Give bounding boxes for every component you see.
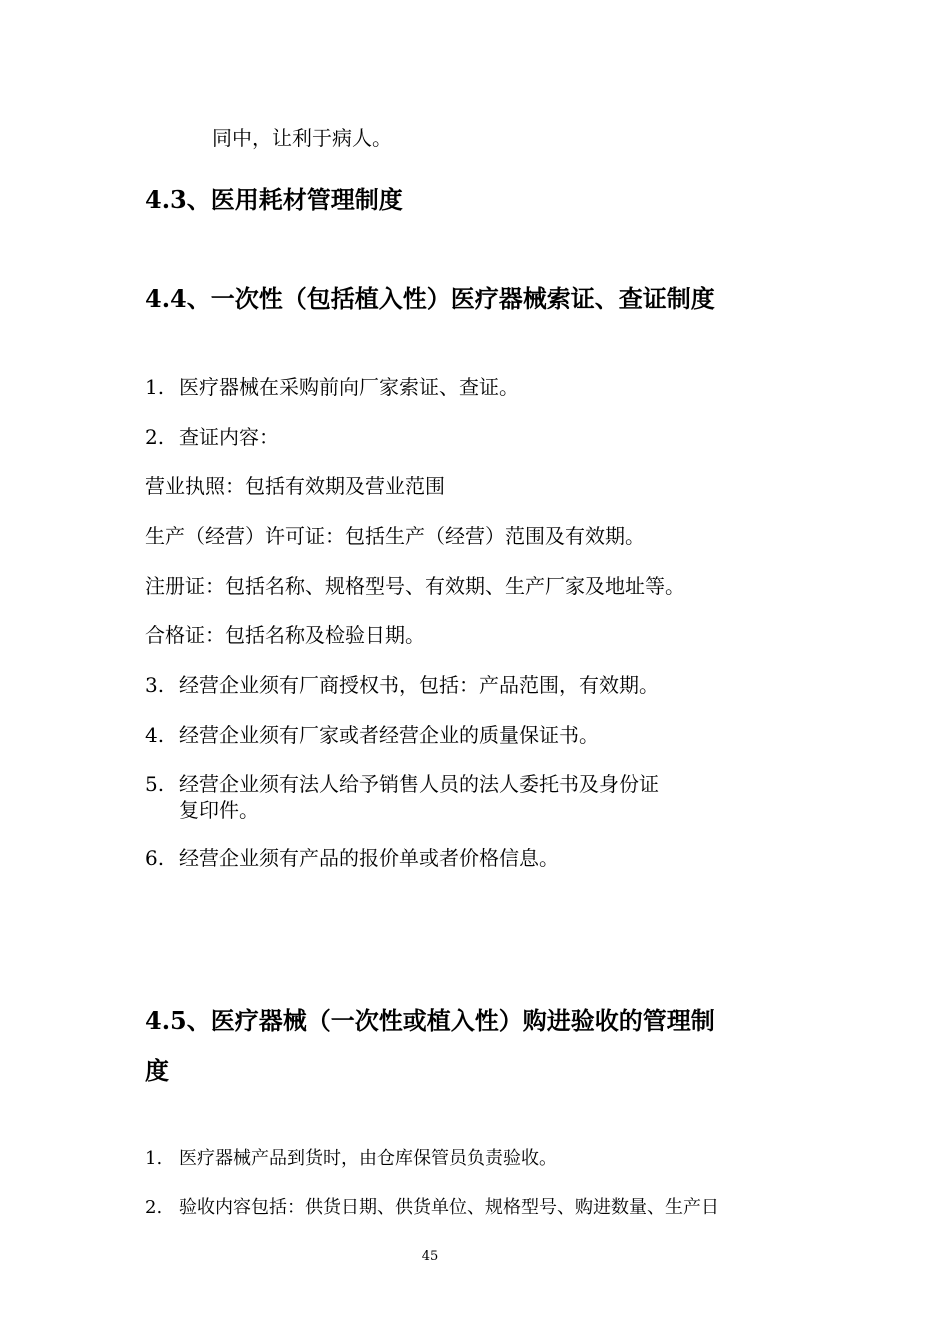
- detail-line: 生产（经营）许可证：包括生产（经营）范围及有效期。: [145, 524, 645, 548]
- detail-line: 合格证：包括名称及检验日期。: [145, 623, 425, 647]
- list-item: [145, 1148, 557, 1170]
- list-item: [145, 673, 659, 697]
- list-item: [145, 846, 559, 870]
- list-item: [145, 425, 279, 449]
- list-item: [145, 375, 519, 399]
- list-item-text: 经营企业须有产品的报价单或者价格信息。: [179, 846, 559, 870]
- section-4-3-heading: 4.3、医用耗材管理制度: [145, 185, 403, 214]
- section-4-5-heading: 4.5、医疗器械（一次性或植入性）购进验收的管理制: [145, 1006, 715, 1035]
- list-item-number: 2.: [145, 425, 165, 449]
- list-item-text: 经营企业须有厂家或者经营企业的质量保证书。: [179, 723, 599, 747]
- list-item-number: 3.: [145, 673, 165, 697]
- list-item-text: 医疗器械产品到货时，由仓库保管员负责验收。: [179, 1148, 557, 1169]
- list-item-number: 6.: [145, 846, 165, 870]
- detail-line: 注册证：包括名称、规格型号、有效期、生产厂家及地址等。: [145, 574, 685, 598]
- continuation-text: 同中，让利于病人。: [212, 126, 392, 150]
- list-item: [145, 772, 659, 796]
- list-item-text: 查证内容：: [179, 425, 279, 449]
- list-item: [145, 723, 599, 747]
- list-item-text: 医疗器械在采购前向厂家索证、查证。: [179, 375, 519, 399]
- list-item-text: 验收内容包括：供货日期、供货单位、规格型号、购进数量、生产日: [179, 1197, 719, 1218]
- list-item-number: 2.: [145, 1197, 163, 1218]
- list-item-number: 1.: [145, 375, 165, 399]
- detail-line: 营业执照：包括有效期及营业范围: [145, 474, 445, 498]
- list-item: [145, 1197, 719, 1219]
- list-item-text-continuation: 复印件。: [179, 798, 259, 822]
- list-item-text: 经营企业须有法人给予销售人员的法人委托书及身份证: [179, 772, 659, 796]
- section-4-4-heading: 4.4、一次性（包括植入性）医疗器械索证、查证制度: [145, 284, 715, 313]
- section-4-5-heading-continuation: 度: [145, 1056, 169, 1085]
- list-item-text: 经营企业须有厂商授权书，包括：产品范围，有效期。: [179, 673, 659, 697]
- list-item-number: 5.: [145, 772, 165, 796]
- list-item-number: 1.: [145, 1148, 163, 1169]
- page-number: 45: [421, 1249, 439, 1264]
- list-item-number: 4.: [145, 723, 165, 747]
